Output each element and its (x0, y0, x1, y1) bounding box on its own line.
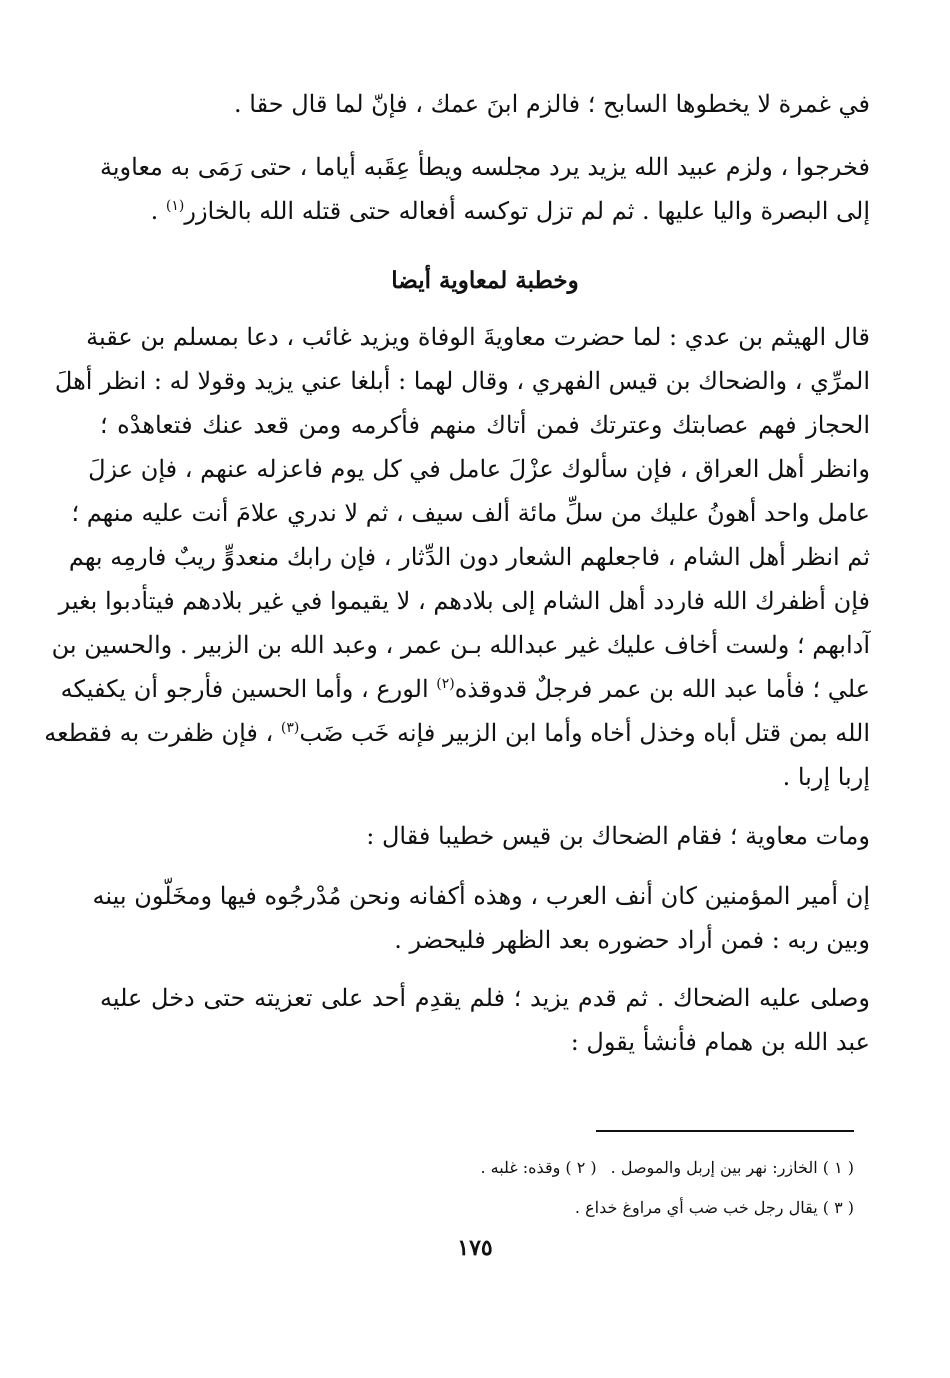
text-segment: الله بمن قتل أباه وخذل أخاه وأما ابن الزبير فإنه خَب ضَب (299, 719, 870, 747)
text-line: إربا إربا . (782, 763, 870, 791)
text-segment: الورع ، وأما الحسين فأرجو أن يكفيكه (60, 675, 429, 703)
page-body (44, 82, 870, 1064)
footnote-ref: (١) (165, 198, 185, 214)
text-line: فإن أظفرك الله فاردد أهل الشام إلى بلادهم ، لا يقيموا في غير بلادهم فيتأدبوا بغير (58, 587, 870, 615)
footnotes (294, 1148, 854, 1228)
footnote: ( ٢ ) وقذه: غلبه . (480, 1158, 597, 1177)
text-line: قال الهيثم بن عدي : لما حضرت معاويةَ الوفاة ويزيد غائب ، دعا بمسلم بن عقبة (86, 323, 870, 351)
footnote-row (294, 1188, 854, 1228)
text-line (60, 667, 870, 711)
text-segment: علي ؛ فأما عبد الله بن عمر فرجلٌ قدوقذه (454, 675, 870, 703)
text-line: في غمرة لا يخطوها السابح ؛ فالزم ابنَ عمك ، فإنّ لما قال حقا . (234, 90, 870, 118)
text-line: وصلى عليه الضحاك . ثم قدم يزيد ؛ فلم يقدِم أحد على تعزيته حتى دخل عليه (100, 984, 870, 1012)
text-line: آدابهم ؛ ولست أخاف عليك غير عبدالله بـن عمر ، وعبد الله بن الزبير . والحسين بن (51, 631, 870, 659)
paragraph-departure (100, 145, 870, 233)
text-line (100, 189, 870, 233)
paragraph-closing (100, 976, 870, 1064)
footnote: ( ٣ ) يقال رجل خب ضب أي مراوغ خداع . (574, 1198, 854, 1217)
text-line: عبد الله بن همام فأنشأ يقول : (570, 1028, 870, 1056)
footnote-divider (596, 1130, 854, 1132)
text-line (44, 711, 870, 755)
text-line: وانظر أهل العراق ، فإن سألوك عزْلَ عامل في كل يوم فاعزله عنهم ، فإن عزلَ (88, 455, 870, 483)
text-segment: إلى البصرة واليا عليها . ثم لم تزل توكسه أفعاله حتى قتله الله بالخازر (184, 197, 870, 225)
text-line: فخرجوا ، ولزم عبيد الله يزيد يرد مجلسه ويطأ عِقَبه أياما ، حتى رَمَى به معاوية (100, 153, 870, 181)
paragraph-opening (100, 82, 870, 126)
paragraph-eulogy (92, 874, 870, 962)
text-line: إن أمير المؤمنين كان أنف العرب ، وهذه أكفانه ونحن مُدْرجُوه فيها ومخَلّون بينه (92, 882, 870, 910)
paragraph-speech (44, 315, 870, 799)
text-segment: . (150, 197, 166, 225)
text-line: ومات معاوية ؛ فقام الضحاك بن قيس خطيبا فقال : (366, 822, 870, 850)
text-line: ثم انظر أهل الشام ، فاجعلهم الشعار دون الدِّثار ، فإن رابك منعدوٍّ ريبٌ فارمِه بهم (68, 543, 870, 571)
paragraph-death (100, 814, 870, 858)
text-line: وبين ربه : فمن أراد حضوره بعد الظهر فليحضر . (394, 926, 870, 954)
text-line: المرِّي ، والضحاك بن قيس الفهري ، وقال لهما : أبلغا عني يزيد وقولا له : انظر أهلَ (54, 367, 870, 395)
footnote-row (294, 1148, 854, 1188)
footnote-ref: (٣) (280, 720, 300, 736)
text-line: عامل واحد أهونُ عليك من سلِّ مائة ألف سيف ، ثم لا ندري علامَ أنت عليه منهم ؛ (71, 499, 870, 527)
page-number: ١٧٥ (457, 1235, 493, 1261)
text-line: الحجاز فهم عصابتك وعترتك فمن أتاك منهم فأكرمه ومن قعد عنك فتعاهدْه ؛ (100, 411, 870, 439)
footnote-ref: (٢) (436, 676, 455, 692)
footnote: ( ١ ) الخازر: نهر بين إربل والموصل . (610, 1158, 854, 1177)
section-heading: وخطبة لمعاوية أيضا (391, 267, 579, 294)
text-segment: ، فإن ظفرت به فقطعه (44, 719, 281, 747)
